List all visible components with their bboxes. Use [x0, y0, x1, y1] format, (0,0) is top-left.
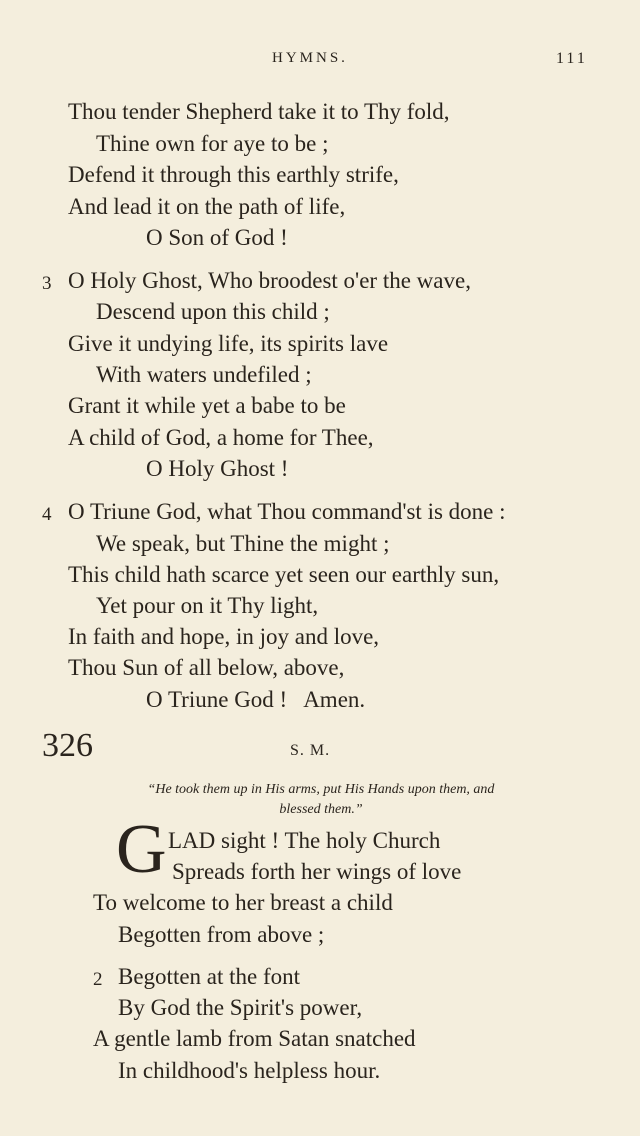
verse-line: Give it undying life, its spirits lave — [68, 331, 389, 356]
verse-line: Begotten at the font — [118, 964, 301, 989]
verse-line: Yet pour on it Thy light, — [96, 593, 319, 618]
verse-line: This child hath scarce yet seen our earthly sun, — [68, 562, 500, 587]
first-word-smallcaps: LAD — [168, 828, 216, 853]
verse-number: 3 — [42, 273, 52, 294]
running-title: HYMNS. — [272, 50, 348, 66]
running-head — [0, 50, 640, 72]
verse-line: We speak, but Thine the might ; — [96, 531, 390, 556]
verse-line-first — [168, 827, 440, 855]
verse-line: Grant it while yet a babe to be — [68, 393, 346, 418]
verse-line: To welcome to her breast a child — [93, 890, 393, 915]
verse-line: Spreads forth her wings of love — [172, 859, 462, 884]
verse-line: O Son of God ! — [146, 225, 288, 250]
verse-line: A gentle lamb from Satan snatched — [93, 1026, 416, 1051]
verse-line: O Triune God, what Thou command'st is done : — [68, 499, 506, 524]
verse-line: O Holy Ghost, Who broodest o'er the wave, — [68, 268, 471, 293]
verse-line: Begotten from above ; — [118, 922, 325, 947]
drop-cap: G — [116, 811, 167, 888]
epigraph-line: blessed them.” — [279, 802, 363, 817]
verse-line: Thou tender Shepherd take it to Thy fold, — [68, 99, 450, 124]
first-line-rest: sight ! The holy Church — [215, 828, 441, 853]
verse-line: In faith and hope, in joy and love, — [68, 624, 380, 649]
verse-line: By God the Spirit's power, — [118, 995, 363, 1020]
verse-line: A child of God, a home for Thee, — [68, 425, 374, 450]
verse-line: Thine own for aye to be ; — [96, 131, 329, 156]
verse-line: Descend upon this child ; — [96, 299, 330, 324]
verse-line: In childhood's helpless hour. — [118, 1058, 381, 1083]
verse-line: With waters undefiled ; — [96, 362, 312, 387]
hymn-meter: S. M. — [290, 742, 331, 759]
verse-line: Defend it through this earthly strife, — [68, 162, 399, 187]
verse-number: 2 — [93, 969, 103, 990]
verse-number: 4 — [42, 504, 52, 525]
verse-line: O Holy Ghost ! — [146, 456, 289, 481]
verse-line: O Triune God ! Amen. — [146, 687, 366, 712]
verse-line: And lead it on the path of life, — [68, 194, 346, 219]
page-number: 111 — [556, 50, 588, 67]
verse-line: Thou Sun of all below, above, — [68, 655, 345, 680]
epigraph-line: “He took them up in His arms, put His Hands upon them, and — [147, 782, 495, 797]
hymn-number: 326 — [42, 727, 93, 764]
